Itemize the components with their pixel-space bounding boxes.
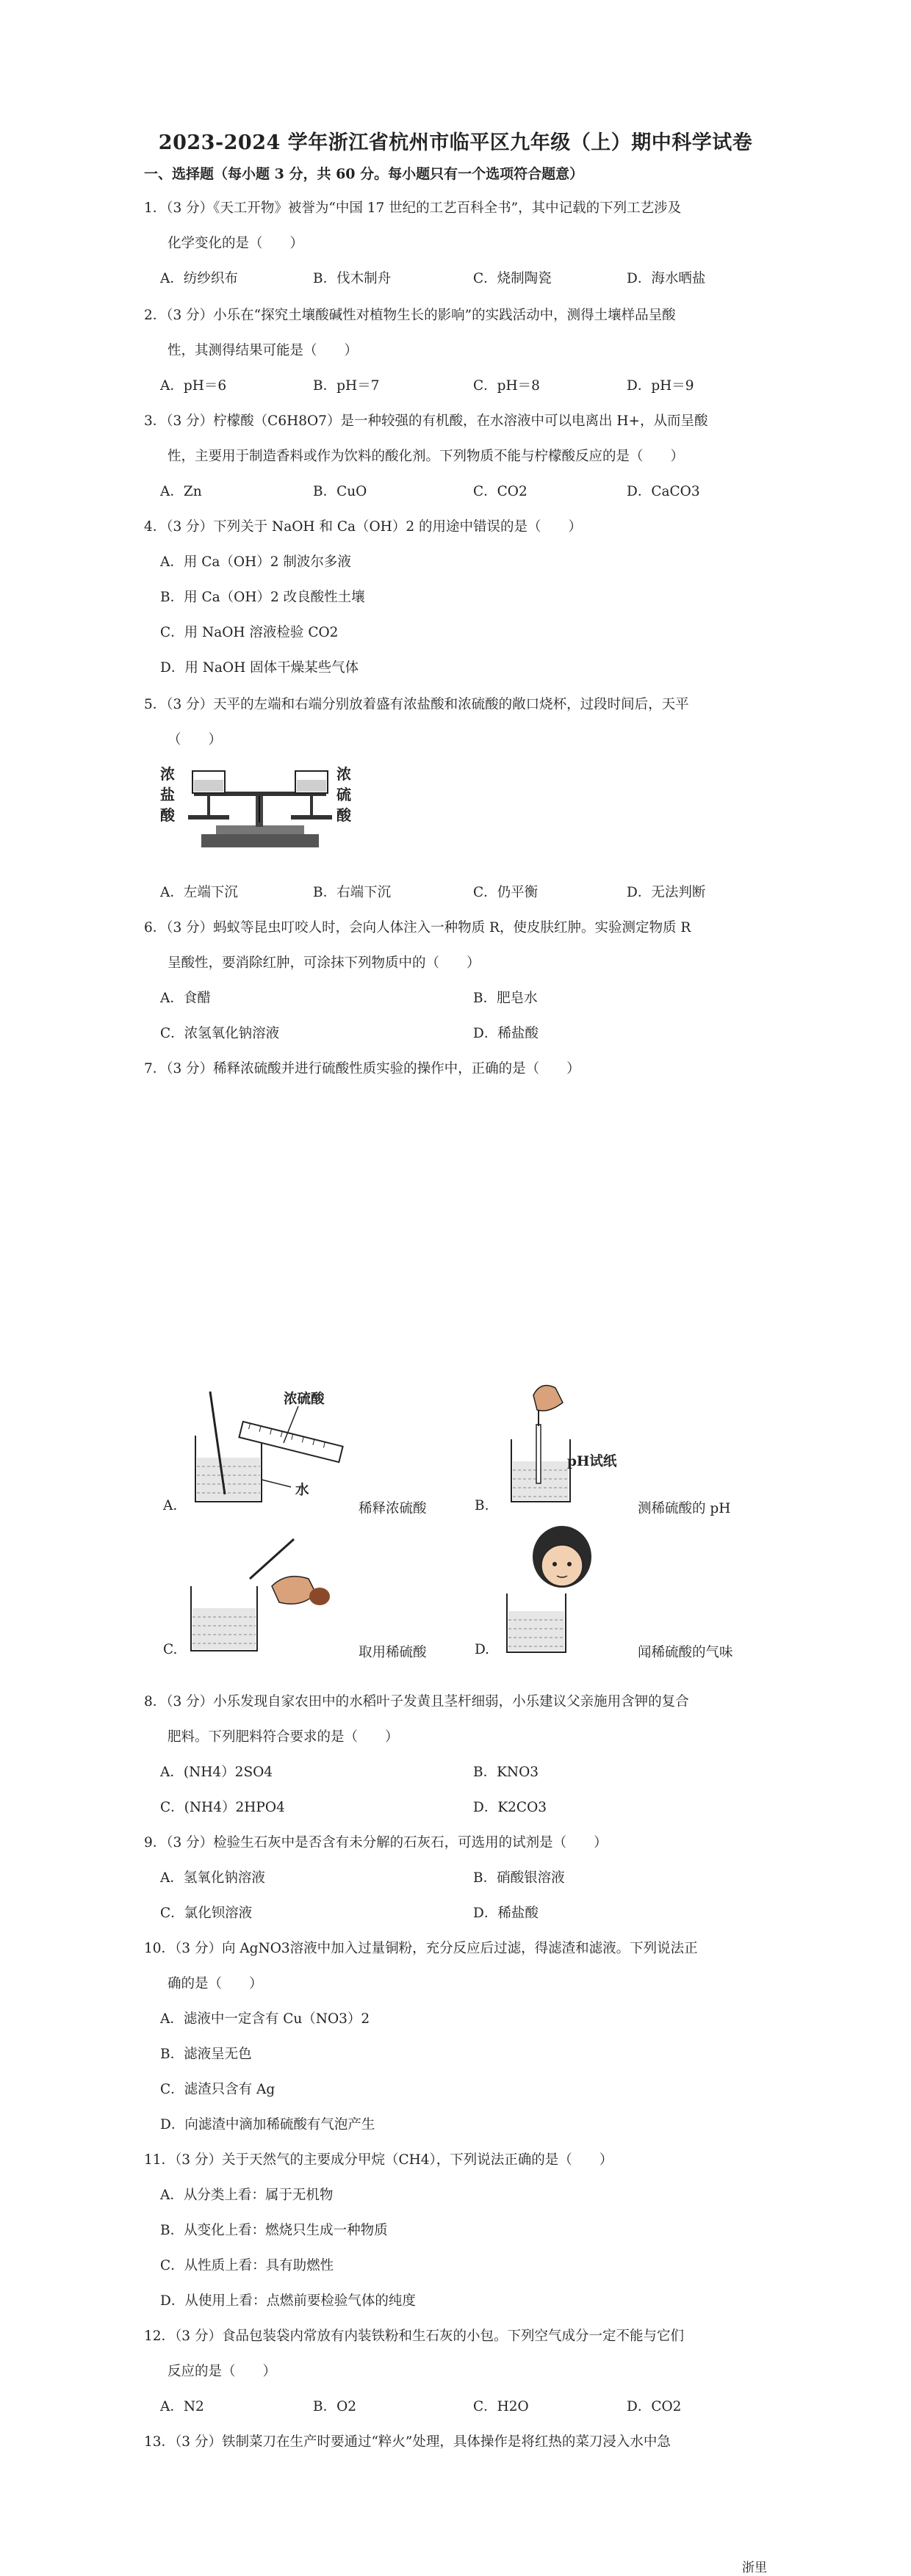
q8-option-d: D．K2CO3 bbox=[473, 1800, 547, 1815]
q1-stem: 1．（3 分）《天工开物》被誉为“中国 17 世纪的工艺百科全书”，其中记载的下列工艺涉及 bbox=[144, 200, 682, 216]
q12-option-d: D．CO2 bbox=[627, 2399, 682, 2414]
q7-figure-d bbox=[500, 1513, 632, 1656]
q3-option-a: A．Zn bbox=[160, 484, 202, 499]
q12-option-c: C．H2O bbox=[473, 2399, 529, 2414]
q10-option-b: B．滤液呈无色 bbox=[160, 2047, 252, 2062]
q9-option-a: A．氢氧化钠溶液 bbox=[160, 1870, 265, 1886]
q1-option-b: B．伐木制舟 bbox=[313, 271, 392, 286]
q7-option-c-letter: C. bbox=[163, 1642, 178, 1657]
section-heading: 一、选择题（每小题 3 分，共 60 分。每小题只有一个选项符合题意） bbox=[144, 166, 584, 182]
graduated-cylinder bbox=[239, 1422, 342, 1462]
q5-stem-cont: （ ） bbox=[168, 732, 223, 748]
right-acid-label: 浓 硫 酸 bbox=[336, 765, 351, 824]
q7-option-a-letter: A. bbox=[163, 1498, 178, 1513]
balance-diagram bbox=[157, 764, 356, 852]
right-acid bbox=[297, 780, 326, 792]
q12-stem: 12．（3 分）食品包装袋内常放有内装铁粉和生石灰的小包。下列空气成分一定不能与它们 bbox=[144, 2329, 684, 2344]
q5-stem: 5．（3 分）天平的左端和右端分别放着盛有浓盐酸和浓硫酸的敞口烧杯，过段时间后，天平 bbox=[144, 697, 689, 712]
balance-base bbox=[201, 834, 319, 847]
q2-option-b: B．pH＝7 bbox=[313, 378, 380, 394]
q2-stem-cont: 性，其测得结果可能是（ ） bbox=[168, 343, 359, 358]
q11-option-a: A．从分类上看：属于无机物 bbox=[160, 2188, 334, 2203]
q1-option-c: C．烧制陶瓷 bbox=[473, 271, 552, 286]
page-footer: 浙里 bbox=[742, 2561, 767, 2575]
left-pan bbox=[188, 815, 229, 820]
q12-stem-cont: 反应的是（ ） bbox=[168, 2364, 277, 2379]
q8-stem: 8．（3 分）小乐发现自家农田中的水稻叶子发黄且茎杆细弱，小乐建议父亲施用含钾的复合 bbox=[144, 1694, 689, 1710]
q7-figure-a bbox=[181, 1384, 357, 1509]
hand bbox=[272, 1577, 316, 1604]
q8-option-a: A．(NH4）2SO4 bbox=[160, 1765, 273, 1780]
dropper bbox=[250, 1539, 294, 1579]
q2-option-c: C．pH＝8 bbox=[473, 378, 540, 394]
q3-stem: 3．（3 分）柠檬酸（C6H8O7）是一种较强的有机酸，在水溶液中可以电离出 H+，从而呈酸 bbox=[144, 413, 708, 429]
right-pan bbox=[291, 815, 332, 820]
q10-option-a: A．滤液中一定含有 Cu（NO3）2 bbox=[160, 2011, 370, 2027]
q9-option-b: B．硝酸银溶液 bbox=[473, 1870, 565, 1886]
q2-option-a: A．pH＝6 bbox=[160, 378, 227, 394]
q11-option-b: B．从变化上看：燃烧只生成一种物质 bbox=[160, 2223, 388, 2238]
q2-stem: 2．（3 分）小乐在“探究土壤酸碱性对植物生长的影响”的实践活动中，测得土壤样品呈酸 bbox=[144, 308, 676, 323]
q7-stem: 7．（3 分）稀释浓硫酸并进行硫酸性质实验的操作中，正确的是（ ） bbox=[144, 1061, 580, 1077]
q4-option-c: C．用 NaOH 溶液检验 CO2 bbox=[160, 625, 339, 640]
q3-option-b: B．CuO bbox=[313, 484, 367, 499]
rubber-bulb bbox=[309, 1588, 330, 1605]
q9-stem: 9．（3 分）检验生石灰中是否含有未分解的石灰石，可选用的试剂是（ ） bbox=[144, 1835, 608, 1850]
q12-option-a: A．N2 bbox=[160, 2399, 204, 2414]
q10-stem: 10．（3 分）向 AgNO3溶液中加入过量铜粉，充分反应后过滤，得滤渣和滤液。下列说法正 bbox=[144, 1941, 698, 1956]
q9-option-c: C．氯化钡溶液 bbox=[160, 1906, 253, 1921]
q7-figure-c bbox=[184, 1535, 353, 1656]
q7-option-d-letter: D. bbox=[475, 1642, 490, 1657]
q3-option-d: D．CaCO3 bbox=[627, 484, 700, 499]
q1-stem-cont: 化学变化的是（ ） bbox=[168, 236, 304, 251]
q11-option-c: C．从性质上看：具有助燃性 bbox=[160, 2258, 334, 2273]
balance-figure bbox=[157, 764, 356, 852]
q5-option-b: B．右端下沉 bbox=[313, 885, 392, 900]
q6-option-c: C．浓氢氧化钠溶液 bbox=[160, 1026, 280, 1041]
exam-title: 2023-2024 学年浙江省杭州市临平区九年级（上）期中科学试卷 bbox=[158, 131, 753, 154]
q5-option-c: C．仍平衡 bbox=[473, 885, 539, 900]
q7-c-caption: 取用稀硫酸 bbox=[359, 1645, 427, 1660]
left-acid-label: 浓 盐 酸 bbox=[160, 765, 175, 824]
q6-stem: 6．（3 分）蚂蚁等昆虫叮咬人时，会向人体注入一种物质 R，使皮肤红肿。实验测定物质 R bbox=[144, 920, 691, 936]
q10-option-c: C．滤渣只含有 Ag bbox=[160, 2082, 276, 2097]
q5-option-a: A．左端下沉 bbox=[160, 885, 238, 900]
q6-stem-cont: 呈酸性，要消除红肿，可涂抹下列物质中的（ ） bbox=[168, 955, 480, 971]
q3-option-c: C．CO2 bbox=[473, 484, 527, 499]
q11-stem: 11．（3 分）关于天然气的主要成分甲烷（CH4），下列说法正确的是（ ） bbox=[144, 2152, 613, 2168]
hand bbox=[533, 1386, 563, 1411]
q13-stem: 13．（3 分）铁制菜刀在生产时要通过“粹火”处理，具体操作是将红热的菜刀浸入水中急 bbox=[144, 2434, 671, 2450]
q4-stem: 4．（3 分）下列关于 NaOH 和 Ca（OH）2 的用途中错误的是（ ） bbox=[144, 519, 582, 535]
q6-option-a: A．食醋 bbox=[160, 991, 211, 1006]
q7-b-tag-ph: pH试纸 bbox=[567, 1454, 617, 1469]
left-acid bbox=[194, 780, 223, 792]
q3-stem-cont: 性，主要用于制造香料或作为饮料的酸化剂。下列物质不能与柠檬酸反应的是（ ） bbox=[168, 449, 685, 464]
q8-option-b: B．KNO3 bbox=[473, 1765, 539, 1780]
q4-option-d: D．用 NaOH 固体干燥某些气体 bbox=[160, 660, 359, 676]
q7-a-caption: 稀释浓硫酸 bbox=[359, 1501, 427, 1516]
q5-option-d: D．无法判断 bbox=[627, 885, 706, 900]
q6-option-b: B．肥皂水 bbox=[473, 991, 538, 1006]
q2-option-d: D．pH＝9 bbox=[627, 378, 694, 394]
q8-option-c: C．(NH4）2HPO4 bbox=[160, 1800, 285, 1815]
q7-figure-b bbox=[497, 1381, 644, 1509]
q8-stem-cont: 肥料。下列肥料符合要求的是（ ） bbox=[168, 1729, 399, 1745]
q1-option-d: D．海水晒盐 bbox=[627, 271, 706, 286]
q9-option-d: D．稀盐酸 bbox=[473, 1906, 539, 1921]
q6-option-d: D．稀盐酸 bbox=[473, 1026, 539, 1041]
q7-a-tag-acid: 浓硫酸 bbox=[284, 1392, 325, 1407]
face bbox=[541, 1545, 583, 1586]
q11-option-d: D．从使用上看：点燃前要检验气体的纯度 bbox=[160, 2293, 416, 2309]
q1-option-a: A．纺纱织布 bbox=[160, 271, 238, 286]
q7-a-tag-water: 水 bbox=[295, 1483, 309, 1498]
q12-option-b: B．O2 bbox=[313, 2399, 357, 2414]
ph-paper-strip bbox=[536, 1425, 541, 1483]
q7-option-b-letter: B. bbox=[475, 1498, 489, 1513]
q4-option-b: B．用 Ca（OH）2 改良酸性土壤 bbox=[160, 590, 365, 605]
q7-d-caption: 闻稀硫酸的气味 bbox=[638, 1645, 733, 1660]
q10-stem-cont: 确的是（ ） bbox=[168, 1976, 263, 1991]
q7-b-caption: 测稀硫酸的 pH bbox=[638, 1501, 731, 1516]
q10-option-d: D．向滤渣中滴加稀硫酸有气泡产生 bbox=[160, 2117, 375, 2132]
q4-option-a: A．用 Ca（OH）2 制波尔多液 bbox=[160, 554, 351, 570]
